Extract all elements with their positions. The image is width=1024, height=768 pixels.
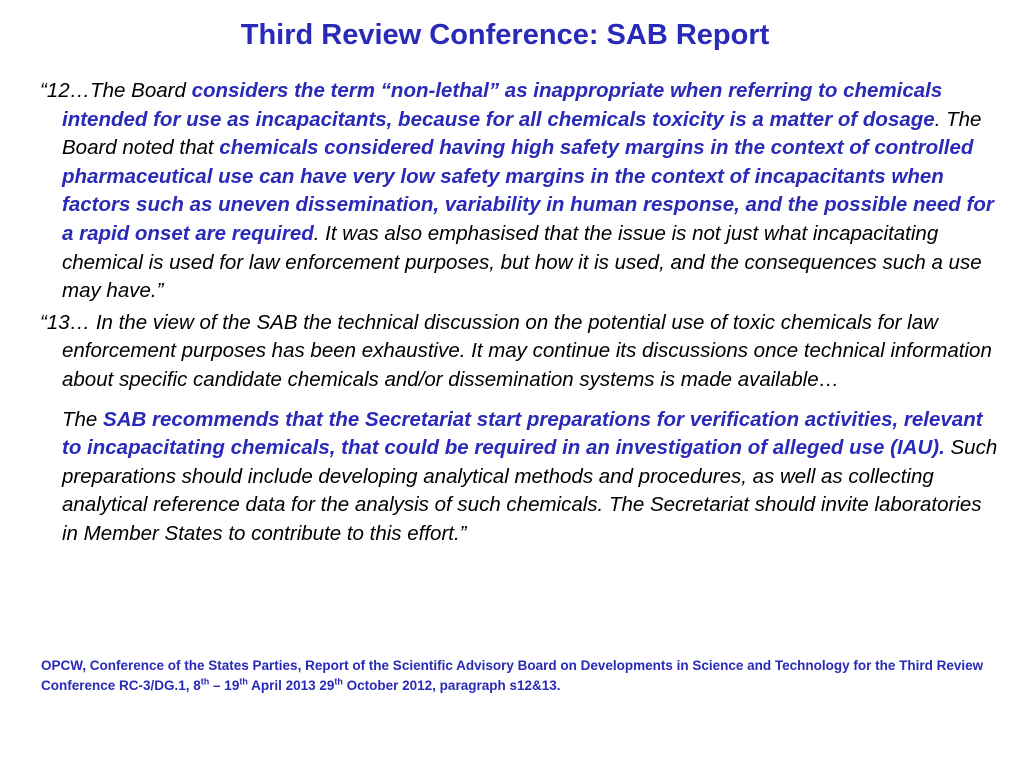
paragraph-12 [40, 77, 1000, 306]
para12-text-3: . It was also emphasised that the issue is not just what incapacitating chemical is used for law enforcement purposes, but how it is used, and the consequences such a use may have.” [62, 221, 982, 303]
citation-part-2: – 19 [209, 678, 240, 693]
citation-sup-3: th [334, 676, 343, 687]
citation-sup-1: th [200, 676, 210, 687]
sab-text-1: The [62, 407, 104, 431]
para12-text-2: . The Board noted that [62, 107, 982, 160]
citation-sup-2: th [239, 676, 248, 687]
citation-part-4: October 2012, paragraph s12&13. [342, 678, 561, 693]
citation [41, 656, 1001, 696]
para12-highlight-2: chemicals considered having high safety margins in the context of controlled pharmaceutical use can have very low safety margins in the context of incapacitants when factors such as uneven dissemination, variability in human response, and the possible need for a rapid onset are required [62, 136, 994, 245]
para12-text-1: “12…The Board [40, 79, 192, 102]
paragraph-13: “13… In the view of the SAB the technical discussion on the potential use of toxic chemicals for law enforcement purposes has been exhaustive. It may continue its discussions once technical information about specific candidate chemicals and/or dissemination systems is made available… [40, 310, 992, 391]
slide-title: Third Review Conference: SAB Report [240, 19, 770, 51]
citation-part-3: April 2013 29 [247, 678, 335, 693]
paragraph-sab-recommendation [40, 406, 1000, 549]
sab-text-2: Such preparations should include developing analytical methods and procedures, as well as collecting analytical reference data for the analysis of such chemicals. The Secretariat should invite laboratories in Member States to contribute to this effort.” [62, 436, 998, 545]
citation-part-1: OPCW, Conference of the States Parties, Report of the Scientific Advisory Board on Developments in Science and Technology for the Third Review Conference RC-3/DG.1, 8 [41, 658, 984, 693]
quote-body [40, 77, 1000, 549]
sab-highlight: SAB recommends that the Secretariat start preparations for verification activities, relevant to incapacitating chemicals, that could be required in an investigation of alleged use (IAU). [62, 407, 983, 460]
para12-highlight-1: considers the term “non-lethal” as inappropriate when referring to chemicals intended for use as incapacitants, because for all chemicals toxicity is a matter of dosage [62, 79, 943, 131]
